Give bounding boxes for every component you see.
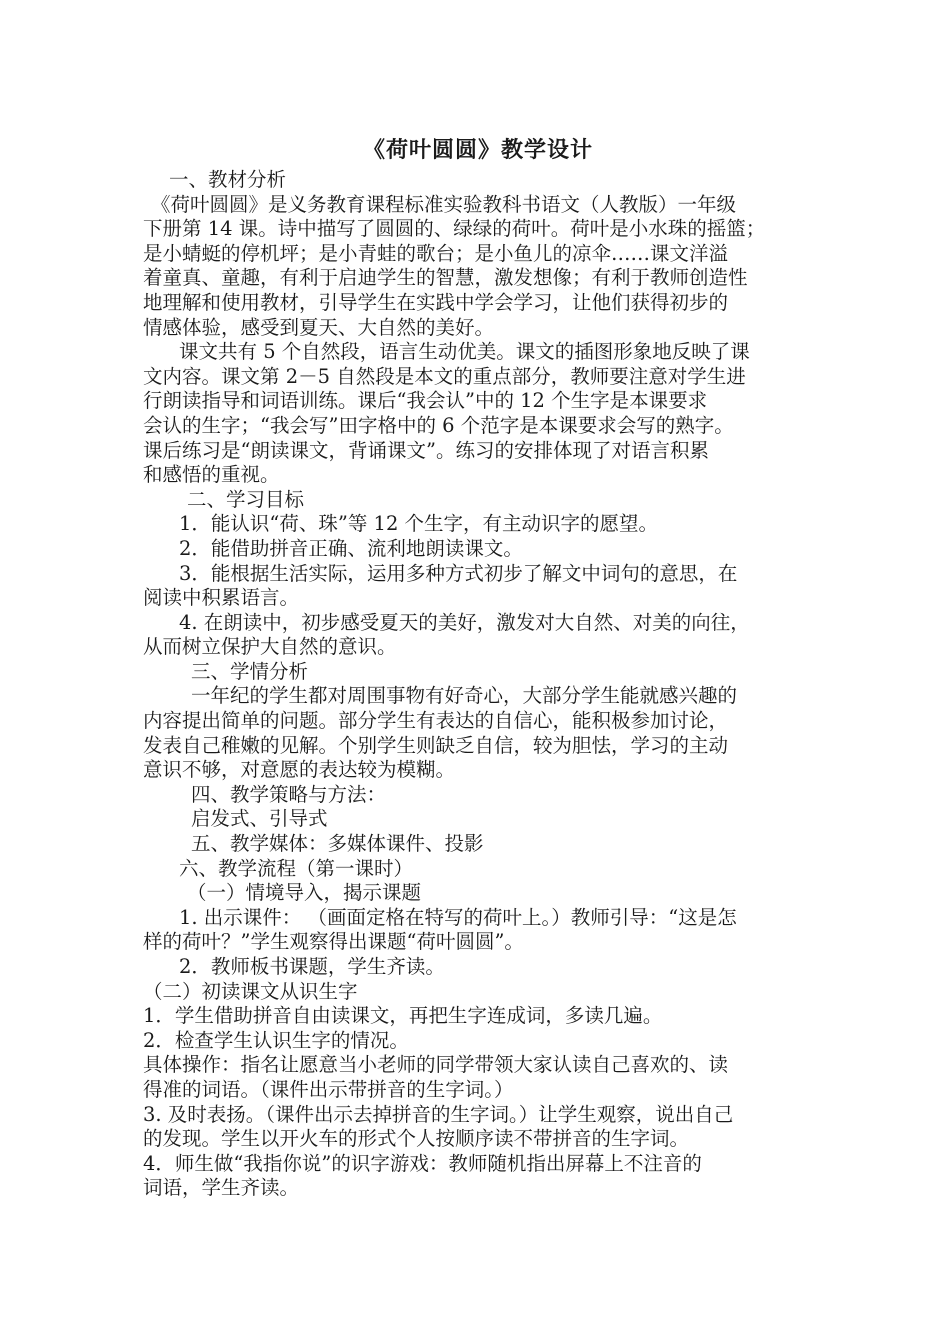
text-line: 2．检查学生认识生字的情况。 [143,1028,409,1052]
text-line: 情感体验，感受到夏天、大自然的美好。 [143,315,495,339]
text-line: 行朗读指导和词语训练。课后“我会认”中的 12 个生字是本课要求 [143,389,708,413]
text-line: 三、学情分析 [191,659,309,683]
text-line: 课文共有 5 个自然段，语言生动优美。课文的插图形象地反映了课 [179,340,750,364]
text-line: 五、教学媒体：多媒体课件、投影 [191,832,484,856]
text-line: （一）情境导入，揭示课题 [187,881,422,905]
text-line: 1．学生借助拼音自由读课文，再把生字连成词，多读几遍。 [143,1004,663,1028]
text-line: 从而树立保护大自然的意识。 [143,635,397,659]
text-line: 3. 及时表扬。（课件出示去掉拼音的生字词。）让学生观察，说出自己 [143,1102,734,1126]
text-line: 4. 在朗读中，初步感受夏天的美好，激发对大自然、对美的向往， [179,610,750,634]
text-line: 阅读中积累语言。 [143,586,300,610]
text-line: 意识不够，对意愿的表达较为模糊。 [143,758,456,782]
document-body [143,168,813,1201]
text-line: 1. 出示课件： （画面定格在特写的荷叶上。）教师引导：“这是怎 [179,905,737,929]
text-line: 得准的词语。（课件出示带拼音的生字词。） [143,1077,514,1101]
text-line: 样的荷叶？”学生观察得出课题“荷叶圆圆”。 [143,930,524,954]
text-line: 和感悟的重视。 [143,463,280,487]
text-line: 地理解和使用教材，引导学生在实践中学会学习，让他们获得初步的 [143,290,729,314]
text-line: 《荷叶圆圆》是义务教育课程标准实验教科书语文（人教版）一年级 [151,192,737,216]
text-line: 下册第 14 课。诗中描写了圆圆的、绿绿的荷叶。荷叶是小水珠的摇篮； [143,217,766,241]
text-line: 4．师生做“我指你说”的识字游戏：教师随机指出屏幕上不注音的 [143,1151,702,1175]
text-line: 四、教学策略与方法： [191,782,387,806]
text-line: 着童真、童趣，有利于启迪学生的智慧，激发想像；有利于教师创造性 [143,266,748,290]
text-line: 发表自己稚嫩的见解。个别学生则缺乏自信，较为胆怯，学习的主动 [143,733,729,757]
text-line: 二、学习目标 [187,487,305,511]
document-page [143,132,813,1201]
text-line: 六、教学流程（第一课时） [179,856,414,880]
text-line: 词语，学生齐读。 [143,1176,300,1200]
text-line: 课后练习是“朗读课文，背诵课文”。练习的安排体现了对语言积累 [143,438,709,462]
text-line: 3．能根据生活实际，运用多种方式初步了解文中词句的意思，在 [179,561,738,585]
text-line: 是小蜻蜓的停机坪；是小青蛙的歌台；是小鱼儿的凉伞……课文洋溢 [143,241,729,265]
text-line: 一、教材分析 [169,168,287,191]
text-line: 文内容。课文第 2－5 自然段是本文的重点部分，教师要注意对学生进 [143,364,746,388]
document-title: 《荷叶圆圆》教学设计 [362,137,593,163]
text-line: 2．能借助拼音正确、流利地朗读课文。 [179,536,523,560]
text-line: 启发式、引导式 [191,807,328,831]
text-line: 内容提出简单的问题。部分学生有表达的自信心，能积极参加讨论， [143,709,729,733]
text-line: 会认的生字；“我会写”田字格中的 6 个范字是本课要求会写的熟字。 [143,413,734,437]
text-line: （二）初读课文从识生字 [143,979,358,1003]
text-line: 的发现。学生以开火车的形式个人按顺序读不带拼音的生字词。 [143,1127,690,1151]
text-line: 一年纪的学生都对周围事物有好奇心，大部分学生能就感兴趣的 [191,684,738,708]
text-line: 2．教师板书课题，学生齐读。 [179,955,445,978]
text-line: 具体操作：指名让愿意当小老师的同学带领大家认读自己喜欢的、读 [143,1053,729,1077]
text-line: 1．能认识“荷、珠”等 12 个生字，有主动识字的愿望。 [179,512,659,536]
